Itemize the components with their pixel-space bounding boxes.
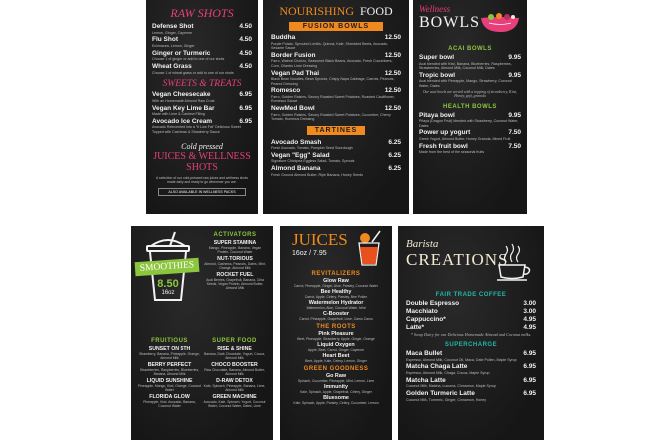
menu-item-name: NewMed Bowl	[271, 105, 315, 113]
menu-item-name: Tropic bowl	[419, 71, 456, 79]
raw-shots-board	[146, 0, 258, 214]
menu-item-desc: Fresh Avocado, Tomato, Pumpkin Seed Sourdough	[271, 146, 353, 151]
juices-board	[280, 226, 392, 440]
menu-item-name: Vegan "Egg" Salad	[271, 151, 330, 159]
menu-item-name: RISE & SHINE	[217, 346, 252, 352]
menu-item-desc: Black Bean Noodles, Bean Sprouts, Crispy Napa Cabbage, Carrots, Peanuts, Peanut Dressing	[271, 77, 395, 86]
menu-item-name: BERRY PERFECT	[147, 362, 192, 368]
menu-item	[152, 36, 252, 44]
wellness-title: Wellness	[419, 4, 451, 14]
raw-shots-list	[152, 23, 252, 75]
juices-header	[286, 230, 386, 268]
menu-item-desc: Farro, Walnut Chorizo, Seasoned Black Beans, Avocado, Fresh Cucumbers, Corn, Cilantro Lime Dressing	[271, 59, 393, 68]
menu-item-desc: Raw Chocolate, Banana, Almond Butter, Almond Milk	[204, 368, 265, 376]
menu-item-desc: Beet, Apple, Kale, Celery, Lemon, Ginger	[305, 359, 367, 363]
supercharge-list	[406, 350, 536, 402]
tartines-list	[271, 139, 401, 178]
menu-item-name: Ginger or Turmeric	[152, 49, 211, 57]
menu-item	[152, 63, 252, 71]
menu-item-name: FLORIDA GLOW	[149, 394, 190, 400]
menu-item-name: C-Booster	[322, 311, 350, 317]
menu-item-desc: Acai Berries, Grapefruit, Banana, Chia Seeds, Vegan Protein, Almond Butter, Almond Milk	[206, 278, 264, 290]
menu-item-name: Immunity	[324, 384, 348, 390]
menu-item-price: 7.50	[508, 129, 521, 137]
smoothie-cup-area	[137, 230, 199, 330]
menu-item-desc: Carrot, Pineapple, Grapefruit, Lime, Camu Camu	[299, 317, 373, 321]
menu-item-name: Romesco	[271, 87, 301, 95]
menu-item-price: 3.00	[523, 308, 536, 315]
menu-item	[419, 129, 521, 137]
cold-pressed-subtitle-2: SHOTS	[186, 162, 218, 174]
food-title-word: FOOD	[360, 4, 393, 18]
menu-item-name: Liquid Oxygen	[317, 342, 355, 348]
menu-item-name: Macchiato	[406, 308, 438, 315]
menu-item	[152, 91, 252, 99]
menu-item	[419, 72, 521, 80]
menu-item	[271, 52, 401, 60]
menu-item-price: 6.95	[523, 363, 536, 371]
menu-item-name: Go Raw	[325, 373, 347, 379]
menu-item-name: Bee Healthy	[320, 289, 352, 295]
menu-item-desc: Farro, Golden Raisins, Savory Roasted Sweet Potatoes, Roasted Cauliflower, Romesco Sauce	[271, 94, 395, 104]
menu-item-price: 4.95	[523, 316, 536, 323]
menu-item	[271, 139, 401, 147]
menu-item-desc: Banana, Dark Chocolate, Yogurt, Cocoa, Almond Milk	[203, 352, 266, 360]
menu-item-name: Fresh fruit bowl	[419, 142, 468, 150]
menu-item-desc: Echinacea, Lemon, Ginger	[152, 43, 195, 48]
fusion-bowls-bar: FUSION BOWLS	[289, 22, 383, 31]
menu-item-name: Double Espresso	[406, 300, 460, 307]
menu-item-name: LIQUID SUNSHINE	[146, 378, 193, 384]
menu-item-desc: Acai blended with Pineapple, Mango, Strawberry, Coconut Water, Dates	[419, 79, 512, 88]
barista-board	[398, 226, 544, 440]
menu-item	[152, 118, 252, 126]
menu-item-desc: Avocado, Kale, Spinach, Yogurt, Coconut Water, Coconut Water, Dates, Lime	[203, 400, 266, 408]
menu-item-name: Border Fusion	[271, 51, 316, 59]
menu-item-name: Almond Banana	[271, 165, 321, 173]
fair-trade-list	[406, 300, 536, 332]
juice-groups	[286, 271, 386, 405]
tartines-bar: TARTINES	[307, 126, 365, 135]
menu-item-name: Pitaya bowl	[419, 111, 455, 119]
cold-pressed-subtitle: JUICES & WELLNESS	[153, 151, 251, 163]
menu-item-desc: Carrot, Apple, Celery, Parsley, Bee Pollen	[304, 295, 368, 299]
menu-item	[419, 143, 521, 151]
fair-trade-note: * Swap Dairy for our Delicious Homemade Almond and Coconut milks.	[410, 332, 532, 337]
menu-item-price: 6.95	[239, 91, 252, 99]
wellness-packs-footer: ALSO AVAILABLE IN WELLNESS PACKS	[158, 188, 246, 196]
menu-item-desc: With an Homemade Almond Raw Crust	[152, 98, 215, 103]
menu-item-name: Vegan Cheesecake	[152, 91, 211, 99]
superfood-list	[202, 346, 267, 408]
menu-item-desc: Strawberries, Raspberries, Blueberries, Banana, Almond Milk	[139, 368, 200, 376]
menu-item-desc: Espresso, Almond Milk, Coconut Oil, Maca, Date Pollen, Maple Syrup	[406, 357, 517, 362]
nourishing-food-board	[263, 0, 409, 214]
acai-bowls-title: ACAI BOWLS	[448, 46, 492, 52]
menu-item-name: Buddha	[271, 34, 296, 41]
menu-item	[271, 105, 401, 113]
wellness-bowls-board	[413, 0, 527, 214]
menu-item-name: SUNSET ON 5TH	[148, 346, 191, 352]
menu-item	[406, 363, 536, 371]
creations-title: CREATIONS	[406, 250, 509, 269]
menu-item-name: NUT-TORIOUS	[217, 256, 253, 262]
fruitious-list	[137, 346, 202, 408]
menu-item-price: 6.95	[239, 104, 252, 112]
menu-item-desc: Choose 1 of ginger or add to one of our shots	[152, 57, 225, 62]
menu-item-price: 9.95	[508, 54, 521, 61]
nourishing-title	[271, 4, 401, 19]
menu-item-price: 7.50	[508, 142, 521, 150]
menu-item-name: Avocado Ice Cream	[152, 117, 213, 125]
menu-item-desc: Pineapple, Mango, Kiwi, Orange, Coconut Water	[137, 384, 202, 392]
menu-item	[406, 316, 536, 324]
menu-item	[406, 308, 536, 316]
fruitious-column	[137, 334, 202, 410]
bowl-icon	[479, 10, 521, 34]
menu-item-name: Maca Bullet	[406, 350, 443, 357]
menu-item	[419, 54, 521, 62]
menu-item-name: Glow Raw	[323, 278, 349, 284]
menu-item-name: Golden Turmeric Latte	[406, 390, 475, 398]
acai-bowls-list	[419, 54, 521, 88]
menu-item-price: 12.50	[384, 51, 401, 59]
menu-item-desc: Watermelon, Aloe, Coconut Water, Mint	[306, 306, 366, 310]
barista-header	[406, 238, 536, 286]
menu-item-price: 12.50	[384, 34, 401, 41]
menu-item-name: Avocado Smash	[271, 138, 322, 146]
menu-item-desc: Mango, Pineapple, Banana, Vegan Protein, Coconut Water	[208, 246, 262, 254]
menu-item-price: 6.95	[523, 390, 536, 398]
menu-item-name: D-RAW DETOX	[216, 378, 253, 384]
menu-item-name: Matcha Latte	[406, 376, 446, 384]
menu-item-name: Bluesome	[323, 395, 349, 401]
fusion-bowls-list	[271, 34, 401, 122]
menu-item-price: 6.95	[523, 350, 536, 357]
juice-group-title: REVITALIZERS	[311, 271, 361, 277]
menu-item-desc: Apple, Beet, Carrot, Ginger, Cayenne	[307, 348, 365, 352]
menu-item-desc: Made from the best of the seasonal fruits	[419, 150, 485, 155]
menu-item-desc: Made with Lime & Cashew Filling	[152, 112, 205, 117]
menu-item-price: 6.25	[388, 165, 401, 173]
superfood-column	[202, 334, 267, 410]
menu-item-desc: Strawberry, Banana, Pineapple, Orange, Almond Milk	[139, 352, 200, 360]
bowls-title: BOWLS	[419, 14, 480, 31]
juice-glass-icon	[356, 230, 382, 266]
menu-item	[152, 105, 252, 113]
smoothies-top	[137, 230, 267, 330]
menu-item-name: SUPER STAMINA	[213, 240, 257, 246]
menu-item-desc: Avocado Reinvented into a "It Low Fat" Delicious Sweet Topped with Cashews & Strawberry Sauce	[152, 125, 241, 134]
menu-item-name: GREEN MACHINE	[212, 394, 257, 400]
menu-item	[406, 377, 536, 385]
menu-item-price: 4.50	[239, 49, 252, 57]
menu-item-desc: Pineapple, Kiwi, Avocado, Banana, Coconut Water	[143, 400, 196, 408]
menu-item-price: 4.50	[239, 23, 252, 30]
menu-item-desc: Carrot, Pineapple, Ginger, Aloe, Parsley, Coconut Water	[293, 284, 379, 288]
menu-item-name: Matcha Chaga Latte	[406, 363, 468, 371]
cold-pressed-title: Cold pressed	[181, 142, 223, 152]
barista-title: Barista	[406, 238, 439, 250]
menu-item	[152, 50, 252, 58]
coffee-cup-icon	[496, 242, 532, 282]
menu-item-desc: Lemon, Ginger, Cayenne	[152, 30, 192, 35]
activators-list	[203, 240, 267, 290]
fruitious-title: FRUITIOUS	[151, 338, 188, 344]
juices-title: JUICES	[292, 230, 348, 249]
wellness-header	[419, 4, 521, 42]
menu-item-name: Defense Shot	[152, 23, 194, 30]
menu-item-desc: Fresh Ground Almond Butter, Ripe Banana, Honey Seeds	[271, 172, 363, 177]
menu-item-name: ROCKET FUEL	[216, 272, 254, 278]
menu-item-price: 6.95	[523, 376, 536, 384]
menu-item-price: 12.50	[384, 105, 401, 113]
menu-item-name: Watermelon Hydrator	[308, 300, 364, 306]
juices-size-price-text: 16oz / 7.95	[292, 250, 327, 257]
menu-item	[271, 152, 401, 160]
smoothies-bottom	[137, 334, 267, 410]
menu-item-name: Vegan Pad Thai	[271, 69, 320, 77]
menu-item-name: Cappuccino*	[406, 316, 446, 323]
menu-item	[152, 23, 252, 31]
menu-item-price: 6.25	[388, 138, 401, 146]
menu-item-price: 3.00	[523, 300, 536, 307]
menu-item	[271, 70, 401, 78]
menu-item-desc: Kale, Spinach, Pineapple, Banana, Lime, Almond Milk	[203, 384, 266, 392]
menu-item-desc: Beet, Pineapple, Strawberry, Apple, Ginger, Orange	[297, 337, 375, 341]
nourishing-title-word: NOURISHING	[279, 4, 354, 18]
menu-item-name: Vegan Key Lime Bar	[152, 104, 215, 112]
fair-trade-title: FAIR TRADE COFFEE	[435, 292, 507, 298]
menu-item-desc: Kale, Spinach, Apple, Parsley, Celery, Cucumber, Lemon	[293, 401, 379, 405]
smoothies-board	[131, 226, 273, 440]
menu-item-desc: Espresso, Almond Milk, Chaga, Cocoa, Maple Syrup	[406, 370, 490, 375]
smoothie-price: 8.50	[157, 278, 179, 290]
juice-group-title: GREEN GOODNESS	[303, 366, 369, 372]
menu-item-name: Pink Pleasure	[318, 331, 354, 337]
superfood-title: SUPER FOOD	[212, 338, 257, 344]
menu-item-price: 9.95	[508, 71, 521, 79]
menu-item-desc: Farro, Golden Raisins, Savory Roasted Sweet Potatoes, Cucumber, Cherry Tomato, Hummus Dressing	[271, 112, 391, 122]
menu-item-name: Heart Beet	[322, 353, 350, 359]
menu-item	[406, 300, 536, 308]
menu-item	[271, 165, 401, 173]
menu-item	[271, 87, 401, 95]
menu-item-desc: Purple Potato, Sprouted Lentils, Quinoa, Kale, Shredded Beets, Avocado, Sesame Sauce	[271, 41, 389, 50]
menu-item-price: 6.95	[239, 117, 252, 125]
sweets-list	[152, 91, 252, 134]
raw-shots-title: RAW SHOTS	[170, 6, 234, 20]
menu-item	[406, 350, 536, 358]
menu-item-price: 12.50	[384, 87, 401, 95]
health-bowls-list	[419, 112, 521, 155]
sweets-title: SWEETS & TREATS	[162, 79, 242, 90]
smoothies-badge: SMOOTHIES	[135, 258, 200, 276]
menu-item	[406, 390, 536, 398]
menu-item-desc: Pitaya (Dragon Fruit) blended with Strawberry, Coconut Water, Dates	[419, 119, 519, 128]
menu-item-price: 4.95	[523, 324, 536, 331]
smoothie-size: 16oz	[161, 290, 175, 296]
menu-item-desc: Kale, Spinach, Apple, Grapefruit, Celery, Ginger	[300, 390, 372, 394]
menu-item-desc: Acai blended with Kiwi, Banana, Blueberries, Raspberries, Strawberries, Almond Milk, Coconut Milk, Dates	[419, 61, 512, 70]
menu-item-name: Wheat Grass	[152, 63, 192, 71]
menu-item-desc: Coconut Milk, Matcha, Lucuma, Cinnamon, Maple Syrup	[406, 384, 496, 389]
menu-item-price: 9.95	[508, 111, 521, 119]
juice-group-title: THE ROOTS	[316, 324, 356, 330]
menu-item-desc: Greek Yogurt, Almond Butter, Honey Granola, Mixed Fruit	[419, 136, 511, 141]
menu-item	[271, 34, 401, 42]
menu-item-name: Flu Shot	[152, 36, 178, 44]
activators-title: ACTIVATORS	[213, 232, 257, 238]
acai-note: Our acai bowls are served with a topping of strawberry, Kiwi, Honey, goji, granola	[422, 89, 518, 98]
menu-item	[419, 112, 521, 120]
menu-item-name: Super bowl	[419, 54, 455, 61]
menu-item-price: 6.25	[388, 151, 401, 159]
menu-item-price: 4.50	[239, 36, 252, 44]
cold-pressed-desc: A selection of our cold-pressed raw juices and wellness shots made daily and ready to go whenever you are.	[156, 176, 248, 185]
menu-item-desc: Spinach, Cucumber, Pineapple, Mint, Lemon, Lime	[297, 379, 375, 383]
health-bowls-title: HEALTH BOWLS	[443, 103, 497, 110]
menu-item-desc: Coconut Milk, Turmeric, Ginger, Cinnamon, Honey	[406, 397, 487, 402]
menu-item-price: 4.50	[239, 63, 252, 71]
menu-item-name: Power up yogurt	[419, 129, 471, 137]
menu-item-name: CHOCO BOOSTER	[211, 362, 258, 368]
menu-item-desc: Almond, Cashews, Peanuts, Dates, Mint, Orange, Almond Milk	[204, 262, 266, 270]
supercharge-title: SUPERCHARGE	[444, 342, 498, 348]
menu-item	[406, 324, 536, 332]
menu-item-name: Latte*	[406, 324, 425, 331]
cold-pressed-block	[152, 142, 252, 196]
menu-item-price: 12.50	[384, 69, 401, 77]
menu-item-desc: Signature Chickpea Eggless Salad, Tomato, Sprouts	[271, 159, 355, 164]
activators-column	[199, 230, 267, 330]
menu-item-desc: Choose 1 of wheat grass or add to one of our shots	[152, 70, 234, 75]
